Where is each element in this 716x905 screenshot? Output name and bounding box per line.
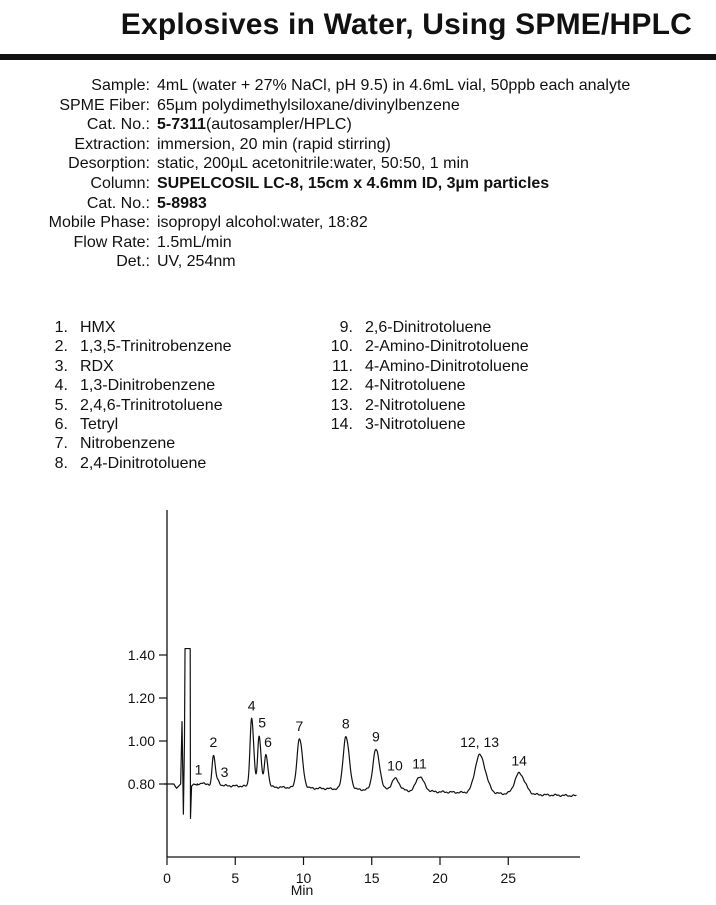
- peak-label: 7: [295, 717, 304, 734]
- condition-row: [0, 135, 716, 155]
- peak-label: 2: [209, 733, 218, 750]
- condition-label: Extraction:: [74, 135, 150, 153]
- peak-list-item: [0, 415, 300, 434]
- peak-list-item: [0, 396, 300, 415]
- condition-text: SUPELCOSIL LC-8, 15cm x 4.6mm ID, 3µm particles: [157, 174, 550, 192]
- peak-number: 4.: [54, 377, 68, 395]
- condition-label: Flow Rate:: [73, 233, 150, 251]
- peak-list-item: [0, 337, 300, 356]
- condition-value: [157, 96, 677, 116]
- condition-value: [157, 233, 677, 253]
- compound-name: 2-Nitrotoluene: [365, 396, 466, 414]
- peak-number: 12.: [330, 377, 353, 395]
- condition-note: (autosampler/HPLC): [205, 116, 352, 134]
- peak-list-left: [0, 318, 300, 473]
- compound-name: 1,3-Dinitrobenzene: [80, 377, 216, 395]
- compound-name: Nitrobenzene: [80, 435, 176, 453]
- catalog-number: 5-7311: [157, 116, 206, 134]
- condition-text: 5-8983: [157, 194, 207, 212]
- chart-axes: [128, 510, 580, 886]
- peak-number: 8.: [54, 454, 68, 472]
- condition-row: [0, 233, 716, 253]
- x-tick-label: 10: [295, 870, 312, 886]
- condition-label: Column:: [90, 174, 150, 192]
- x-tick-label: 20: [432, 870, 448, 886]
- peak-list-item: [285, 337, 545, 356]
- condition-text: isopropyl alcohol:water, 18:82: [157, 214, 368, 232]
- compound-name: 4-Amino-Dinitrotoluene: [365, 357, 529, 375]
- peak-number: 11.: [331, 357, 353, 375]
- chromatogram-trace: [164, 649, 576, 819]
- y-tick-label: 1.20: [127, 690, 155, 706]
- conditions-table: [0, 76, 716, 272]
- chromatogram-line: [164, 649, 576, 819]
- condition-value: [157, 154, 677, 174]
- condition-text: 1.5mL/min: [157, 233, 232, 251]
- condition-row: [0, 194, 716, 214]
- peak-list-item: [0, 318, 300, 337]
- peak-list-item: [0, 454, 300, 473]
- condition-row: [0, 76, 716, 96]
- condition-value: [157, 252, 677, 272]
- peak-number: 13.: [330, 396, 353, 414]
- condition-label: Cat. No.:: [86, 194, 150, 212]
- chromatogram-chart: [0, 490, 716, 905]
- peak-list-item: [0, 434, 300, 453]
- compound-name: 2-Amino-Dinitrotoluene: [365, 338, 529, 356]
- condition-row: [0, 154, 716, 174]
- compound-name: RDX: [80, 357, 114, 375]
- peak-label: 14: [511, 752, 527, 769]
- compound-name: 2,4-Dinitrotoluene: [80, 454, 207, 472]
- condition-row: [0, 96, 716, 116]
- condition-label: Sample:: [91, 77, 150, 94]
- condition-label: Det.:: [116, 253, 150, 271]
- condition-text: immersion, 20 min (rapid stirring): [157, 135, 391, 153]
- peak-number: 1.: [54, 319, 68, 336]
- condition-value: [157, 135, 677, 155]
- y-tick-label: 0.80: [127, 776, 155, 792]
- peak-number: 2.: [54, 338, 68, 356]
- peak-number: 7.: [54, 435, 68, 453]
- peak-label: 9: [371, 728, 380, 745]
- peak-label: 8: [341, 715, 350, 732]
- peak-list-item: [285, 396, 545, 415]
- condition-text: 65µm polydimethylsiloxane/divinylbenzene: [157, 96, 460, 114]
- x-tick-label: 25: [500, 870, 517, 886]
- peak-label: 5: [258, 714, 267, 731]
- peak-list-item: [285, 376, 545, 395]
- peak-list-item: [0, 357, 300, 376]
- condition-label: Mobile Phase:: [48, 214, 150, 232]
- compound-name: Tetryl: [80, 416, 119, 434]
- peak-list-item: [285, 318, 545, 337]
- peak-number: 3.: [54, 357, 68, 375]
- peak-number: 14.: [330, 416, 353, 434]
- condition-text: 4mL (water + 27% NaCl, pH 9.5) in 4.6mL vial, 50ppb each analyte: [157, 77, 631, 94]
- condition-row: [0, 115, 716, 135]
- peak-list-right: [285, 318, 545, 434]
- condition-value: [157, 115, 677, 135]
- peak-list-item: [285, 357, 545, 376]
- peak-label: 6: [264, 733, 272, 750]
- peak-label: 10: [387, 757, 403, 774]
- condition-value: [157, 174, 677, 194]
- peak-label: 4: [247, 697, 256, 714]
- peak-number: 9.: [339, 319, 353, 336]
- peak-list-item: [285, 415, 545, 434]
- x-tick-label: 0: [163, 870, 171, 886]
- condition-label: Cat. No.:: [86, 116, 150, 134]
- condition-row: [0, 174, 716, 194]
- x-tick-label: 5: [231, 870, 240, 886]
- peak-label: 11: [412, 755, 427, 772]
- condition-text: static, 200µL acetonitrile:water, 50:50, 1 min: [157, 155, 469, 173]
- condition-label: Desorption:: [68, 155, 150, 173]
- compound-name: 3-Nitrotoluene: [365, 416, 466, 434]
- condition-text: UV, 254nm: [157, 253, 236, 271]
- condition-value: [157, 213, 677, 233]
- condition-label: SPME Fiber:: [59, 96, 150, 114]
- condition-value: [157, 194, 677, 214]
- peak-list-item: [0, 376, 300, 395]
- y-tick-label: 1.00: [127, 733, 155, 749]
- condition-row: [0, 213, 716, 233]
- peak-number: 6.: [54, 416, 68, 434]
- compound-name: 2,4,6-Trinitrotoluene: [80, 396, 223, 414]
- condition-value: [157, 76, 677, 96]
- compound-name: HMX: [80, 319, 116, 336]
- peak-number: 5.: [54, 396, 68, 414]
- peak-label: 3: [220, 763, 229, 780]
- x-tick-label: 15: [363, 870, 380, 886]
- condition-row: [0, 252, 716, 272]
- compound-name: 1,3,5-Trinitrobenzene: [80, 338, 232, 356]
- peak-label: 12, 13: [460, 733, 500, 750]
- peak-number: 10.: [330, 338, 353, 356]
- peak-label: 1: [194, 761, 203, 778]
- compound-name: 4-Nitrotoluene: [365, 377, 466, 395]
- y-tick-label: 1.40: [127, 647, 155, 663]
- peak-labels: [195, 697, 528, 779]
- compound-name: 2,6-Dinitrotoluene: [365, 319, 492, 336]
- page-title: Explosives in Water, Using SPME/HPLC: [120, 8, 692, 41]
- x-axis-label: Min: [290, 882, 314, 898]
- title-rule: [0, 54, 716, 60]
